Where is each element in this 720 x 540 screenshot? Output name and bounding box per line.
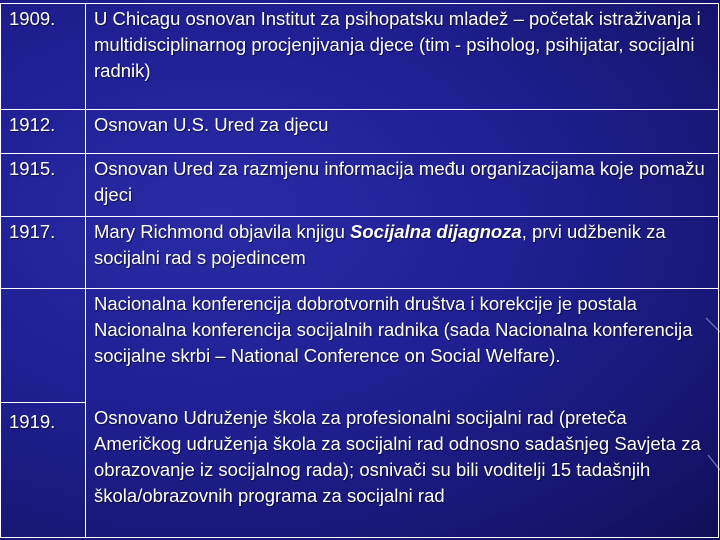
table-row: [1, 403, 719, 538]
book-title: Socijalna dijagnoza: [350, 221, 522, 242]
year-cell-empty: [1, 289, 86, 403]
event-cell: U Chicagu osnovan Institut za psihopatsku mladež – početak istraživanja i multidisciplinarnog procjenjivanja djece (tim - psiholog, psihijatar, socijalni radnik): [86, 4, 719, 110]
timeline-table: [0, 3, 719, 538]
table-row: [1, 217, 719, 289]
event-text: , prvi udžbenik za socijalni rad s pojedincem: [94, 221, 666, 268]
event-text: Mary Richmond objavila knjigu: [94, 221, 351, 242]
table-row: [1, 110, 719, 154]
table-row: [1, 289, 719, 403]
event-cell: Osnovan U.S. Ured za djecu: [86, 110, 719, 154]
event-cell: Osnovano Udruženje škola za profesionalni socijalni rad (preteča Američkog udruženja škola za socijalni rad odnosno sadašnjeg Savjeta za obrazovanje iz socijalnog rada); osnivači su bili voditelji 15 tadašnjih škola/obrazovnih programa za socijalni rad: [86, 403, 719, 538]
table-row: [1, 4, 719, 110]
event-cell: [86, 217, 719, 289]
year-cell: 1915.: [1, 154, 86, 217]
year-cell: 1909.: [1, 4, 86, 110]
year-cell: 1912.: [1, 110, 86, 154]
table-row: [1, 154, 719, 217]
event-cell: Nacionalna konferencija dobrotvornih društva i korekcije je postala Nacionalna konferencija socijalnih radnika (sada Nacionalna konferencija socijalne skrbi – National Conference on Social Welfare).: [86, 289, 719, 403]
event-cell: Osnovan Ured za razmjenu informacija među organizacijama koje pomažu djeci: [86, 154, 719, 217]
year-cell: 1919.: [1, 403, 86, 538]
year-cell: 1917.: [1, 217, 86, 289]
